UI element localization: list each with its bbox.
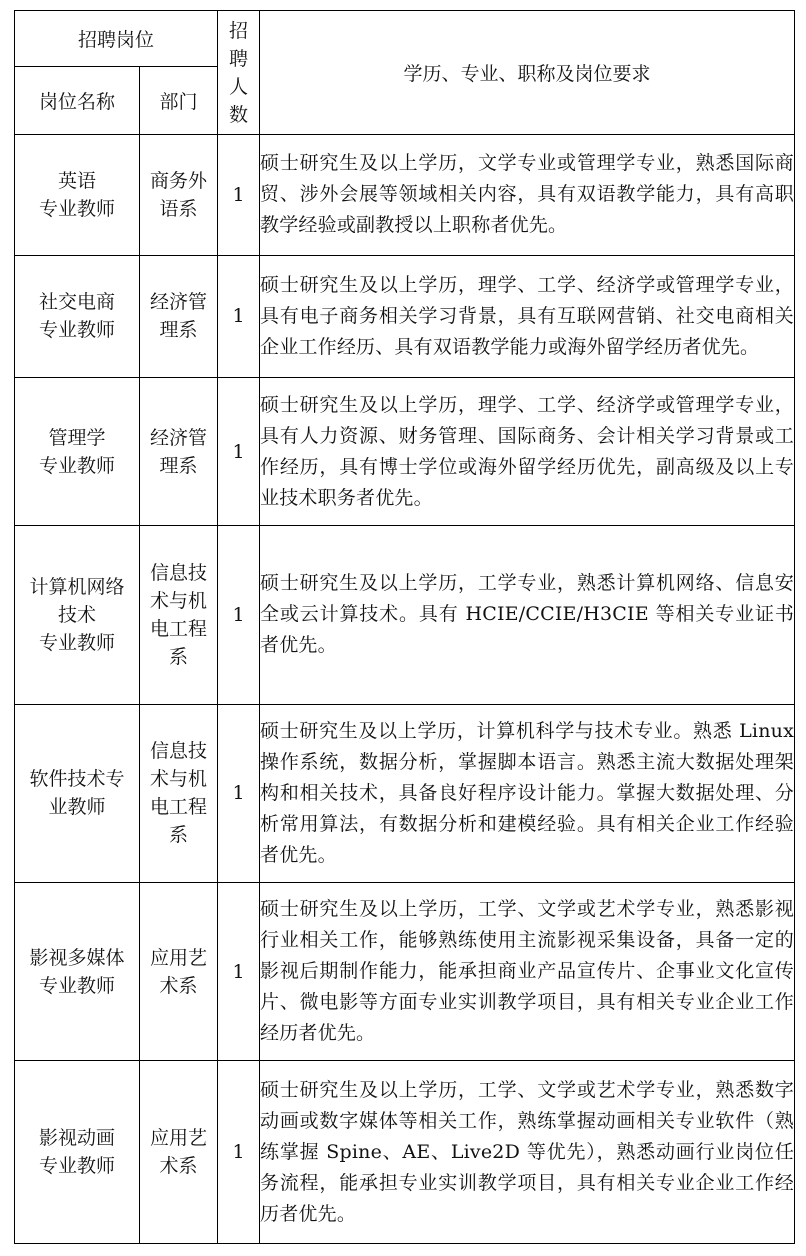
position-name-line: 专业教师: [38, 974, 115, 997]
position-name-line: 技术: [57, 603, 96, 626]
department-line: 术系: [159, 1155, 198, 1178]
recruit-count: 1: [218, 255, 260, 377]
department-line: 系: [169, 645, 189, 668]
position-name: [15, 135, 140, 255]
table-row: [15, 377, 795, 525]
requirement-text: 硕士研究生及以上学历，文学专业或管理学专业，熟悉国际商贸、涉外会展等领域相关内容，具有双语教学能力，具有高职教学经验或副教授以上职称者优先。: [260, 135, 795, 255]
department-line: 信息技: [150, 561, 208, 584]
department-line: 商务外: [150, 169, 208, 192]
department: [140, 377, 218, 525]
department-line: 术系: [159, 974, 198, 997]
department-line: 电工程: [150, 617, 208, 640]
position-name-line: 专业教师: [38, 1155, 115, 1178]
recruit-count: 1: [218, 526, 260, 704]
header-requirements: 学历、专业、职称及岗位要求: [260, 11, 795, 135]
recruitment-table: [14, 10, 795, 1244]
table-row: [15, 135, 795, 255]
department-line: 术与机: [150, 589, 208, 612]
header-count-char: 数: [229, 103, 249, 126]
position-name: [15, 255, 140, 377]
requirement-text: 硕士研究生及以上学历，计算机科学与技术专业。熟悉 Linux 操作系统，数据分析，掌握脚本语言。熟悉主流大数据处理架构和相关技术，具备良好程序设计能力。掌握大数据处理、分析常用算法，有数据分析和建模经验。具有相关企业工作经验者优先。: [260, 704, 795, 882]
recruit-count: 1: [218, 704, 260, 882]
position-name: [15, 377, 140, 525]
requirement-text: 硕士研究生及以上学历，工学专业，熟悉计算机网络、信息安全或云计算技术。具有 HCIE/CCIE/H3CIE 等相关专业证书者优先。: [260, 526, 795, 704]
department: [140, 526, 218, 704]
department-line: 理系: [159, 319, 198, 342]
recruit-count: 1: [218, 135, 260, 255]
position-name: [15, 883, 140, 1061]
requirement-text: 硕士研究生及以上学历，理学、工学、经济学或管理学专业，具有电子商务相关学习背景，具有互联网营销、社交电商相关企业工作经历、具有双语教学能力或海外留学经历者优先。: [260, 255, 795, 377]
requirement-text: 硕士研究生及以上学历，理学、工学、经济学或管理学专业，具有人力资源、财务管理、国际商务、会计相关学习背景或工作经历，具有博士学位或海外留学经历优先，副高级及以上专业技术职务者优先。: [260, 377, 795, 525]
header-department: 部门: [140, 67, 218, 135]
position-name-line: 业教师: [48, 796, 106, 819]
department: [140, 883, 218, 1061]
position-name: [15, 1061, 140, 1244]
department-line: 系: [169, 824, 189, 847]
department: [140, 704, 218, 882]
requirement-text: 硕士研究生及以上学历，工学、文学或艺术学专业，熟悉数字动画或数字媒体等相关工作，熟练掌握动画相关专业软件（熟练掌握 Spine、AE、Live2D 等优先），熟悉动画行业岗位任务流程，能承担专业实训教学项目，具有相关专业企业工作经历者优先。: [260, 1061, 795, 1244]
requirement-text: 硕士研究生及以上学历，工学、文学或艺术学专业，熟悉影视行业相关工作，能够熟练使用主流影视采集设备，具备一定的影视后期制作能力，能承担商业产品宣传片、企事业文化宣传片、微电影等方面专业实训教学项目，具有相关专业企业工作经历者优先。: [260, 883, 795, 1061]
department: [140, 1061, 218, 1244]
position-name-line: 影视动画: [38, 1127, 115, 1150]
department-line: 应用艺: [150, 946, 208, 969]
header-count-char: 聘: [229, 47, 249, 70]
position-name-line: 专业教师: [38, 631, 115, 654]
department-line: 术与机: [150, 768, 208, 791]
recruit-count: 1: [218, 1061, 260, 1244]
table-row: [15, 704, 795, 882]
position-name-line: 英语: [57, 169, 96, 192]
header-recruit-count: [218, 11, 260, 135]
header-position-name: 岗位名称: [15, 67, 140, 135]
position-name-line: 计算机网络: [29, 575, 125, 598]
header-count-char: 人: [229, 75, 249, 98]
header-recruit-position: 招聘岗位: [15, 11, 218, 67]
department-line: 理系: [159, 454, 198, 477]
table-row: [15, 1061, 795, 1244]
department: [140, 135, 218, 255]
position-name: [15, 704, 140, 882]
department-line: 经济管: [150, 291, 208, 314]
table-row: [15, 255, 795, 377]
recruit-count: 1: [218, 883, 260, 1061]
position-name-line: 专业教师: [38, 319, 115, 342]
position-name-line: 社交电商: [38, 291, 115, 314]
position-name-line: 专业教师: [38, 454, 115, 477]
position-name-line: 专业教师: [38, 197, 115, 220]
recruit-count: 1: [218, 377, 260, 525]
department-line: 电工程: [150, 796, 208, 819]
table-row: [15, 526, 795, 704]
department-line: 信息技: [150, 740, 208, 763]
header-count-char: 招: [229, 19, 249, 42]
department-line: 经济管: [150, 426, 208, 449]
table-row: [15, 883, 795, 1061]
department-line: 应用艺: [150, 1127, 208, 1150]
position-name-line: 管理学: [48, 426, 106, 449]
position-name: [15, 526, 140, 704]
department-line: 语系: [159, 197, 198, 220]
department: [140, 255, 218, 377]
position-name-line: 影视多媒体: [29, 946, 125, 969]
position-name-line: 软件技术专: [29, 768, 125, 791]
